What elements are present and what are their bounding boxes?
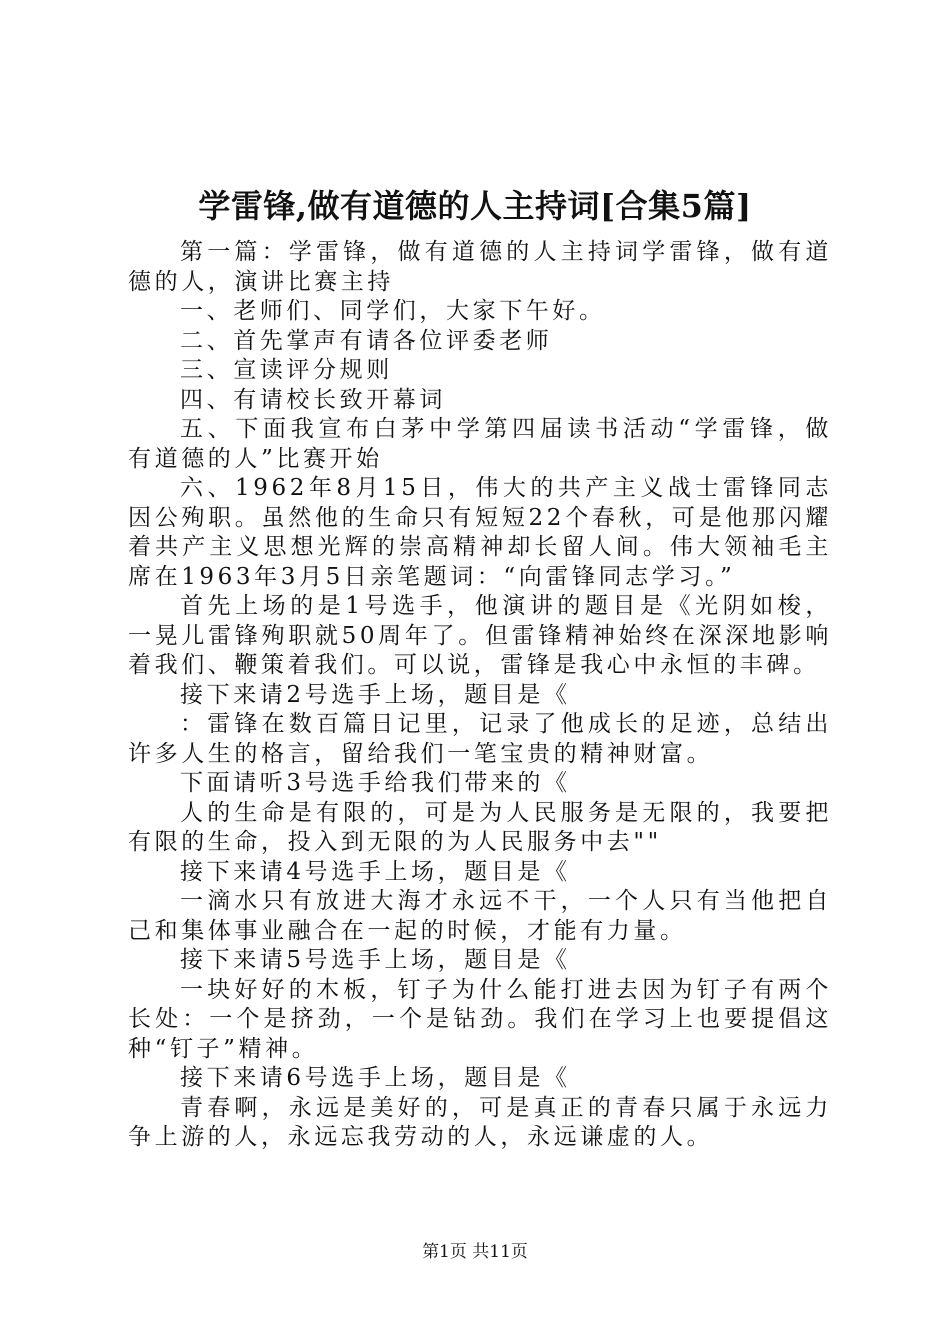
document-body <box>128 238 832 1153</box>
paragraph: ：雷锋在数百篇日记里，记录了他成长的足迹，总结出许多人生的格言，留给我们一笔宝贵的精神财富。 <box>128 711 832 767</box>
paragraph: 首先上场的是1号选手，他演讲的题目是《光阴如梭，一晃儿雷锋殉职就50周年了。但雷锋精神始终在深深地影响着我们、鞭策着我们。可以说，雷锋是我心中永恒的丰碑。 <box>128 593 832 678</box>
page-footer: 第1页 共11页 <box>422 1242 528 1262</box>
paragraph: 接下来请4号选手上场，题目是《 <box>180 858 571 885</box>
paragraph: 三、宣读评分规则 <box>180 357 393 383</box>
paragraph: 接下来请2号选手上场，题目是《 <box>180 681 571 708</box>
paragraph: 六、1962年8月15日，伟大的共产主义战士雷锋同志因公殉职。虽然他的生命只有短短22个春秋，可是他那闪耀着共产主义思想光辉的崇高精神却长留人间。伟大领袖毛主席在1963年3月5日亲笔题词：“向雷锋同志学习。” <box>128 475 832 590</box>
paragraph: 一滴水只有放进大海才永远不干，一个人只有当他把自己和集体事业融合在一起的时候，才能有力量。 <box>128 888 832 944</box>
paragraph: 青春啊，永远是美好的，可是真正的青春只属于永远力争上游的人，永远忘我劳动的人，永远谦虚的人。 <box>128 1094 832 1150</box>
paragraph: 一、老师们、同学们，大家下午好。 <box>180 298 606 324</box>
paragraph: 接下来请6号选手上场，题目是《 <box>180 1065 571 1091</box>
paragraph: 一块好好的木板，钉子为什么能打进去因为钉子有两个长处：一个是挤劲，一个是钻劲。我们在学习上也要提倡这种“钉子”精神。 <box>128 976 832 1062</box>
paragraph: 二、首先掌声有请各位评委老师 <box>180 327 553 354</box>
paragraph: 第一篇：学雷锋，做有道德的人主持词学雷锋，做有道德的人，演讲比赛主持 <box>128 239 832 295</box>
document-title: 学雷锋,做有道德的人主持词[合集5篇] <box>198 187 752 225</box>
paragraph: 人的生命是有限的，可是为人民服务是无限的，我要把有限的生命，投入到无限的为人民服务中去"" <box>128 799 832 855</box>
paragraph: 四、有请校长致开幕词 <box>180 386 446 413</box>
paragraph: 接下来请5号选手上场，题目是《 <box>180 947 571 973</box>
paragraph: 五、下面我宣布白茅中学第四届读书活动“学雷锋，做有道德的人”比赛开始 <box>128 416 832 472</box>
paragraph: 下面请听3号选手给我们带来的《 <box>180 770 571 796</box>
